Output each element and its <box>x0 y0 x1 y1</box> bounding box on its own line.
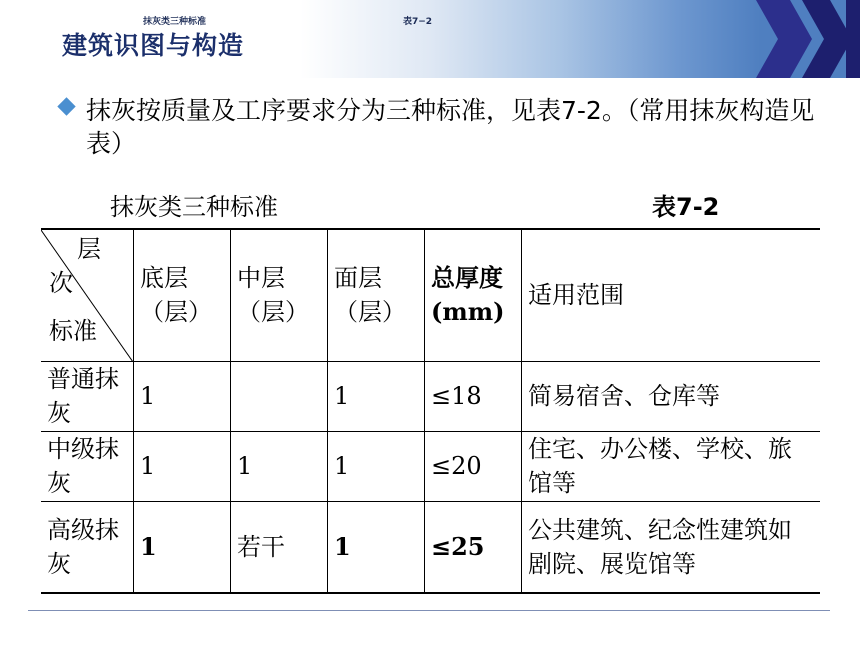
thickness-cell: ≤18 <box>425 361 522 431</box>
table-row <box>41 431 820 501</box>
slide-header <box>0 0 860 78</box>
header-cell: 适用范围 <box>522 229 821 361</box>
scope-cell: 公共建筑、纪念性建筑如剧院、展览馆等 <box>522 501 821 593</box>
surface-cell: 1 <box>328 501 425 593</box>
slide-title: 建筑识图与构造 <box>62 31 245 60</box>
thickness-cell: ≤20 <box>425 431 522 501</box>
base-cell: 1 <box>134 361 231 431</box>
thickness-cell: ≤25 <box>425 501 522 593</box>
row-name-cell: 中级抹灰 <box>41 431 134 501</box>
row-name-cell: 高级抹灰 <box>41 501 134 593</box>
scope-cell: 住宅、办公楼、学校、旅馆等 <box>522 431 821 501</box>
header-cell: 中层（层） <box>231 229 328 361</box>
plaster-standards-table <box>41 228 820 594</box>
base-cell: 1 <box>134 431 231 501</box>
table-row <box>41 501 820 593</box>
corner-header-cell <box>41 229 134 361</box>
bullet-text: 抹灰按质量及工序要求分为三种标准，见表7-2。（常用抹灰构造见表） <box>86 96 815 158</box>
header-cell: 总厚度(mm) <box>425 229 522 361</box>
footer-divider <box>28 610 830 611</box>
middle-cell: 1 <box>231 431 328 501</box>
corner-label-mid: 次 <box>49 269 73 297</box>
table-row <box>41 361 820 431</box>
row-name-cell: 普通抹灰 <box>41 361 134 431</box>
scope-cell: 简易宿舍、仓库等 <box>522 361 821 431</box>
corner-label-top: 层 <box>77 235 101 263</box>
surface-cell: 1 <box>328 431 425 501</box>
table-header-row <box>41 229 820 361</box>
header-note-right: 表7−2 <box>403 17 433 27</box>
diamond-bullet-icon <box>57 97 75 115</box>
header-note-left: 抹灰类三种标准 <box>143 17 207 27</box>
table-number: 表7-2 <box>652 193 720 221</box>
table-caption: 抹灰类三种标准 <box>110 193 278 221</box>
header-cell: 底层（层） <box>134 229 231 361</box>
middle-cell: 若干 <box>231 501 328 593</box>
header-cell: 面层（层） <box>328 229 425 361</box>
middle-cell <box>231 361 328 431</box>
corner-label-bottom: 标准 <box>49 317 97 345</box>
surface-cell: 1 <box>328 361 425 431</box>
chevron-decoration-icon <box>750 0 860 78</box>
base-cell: 1 <box>134 501 231 593</box>
